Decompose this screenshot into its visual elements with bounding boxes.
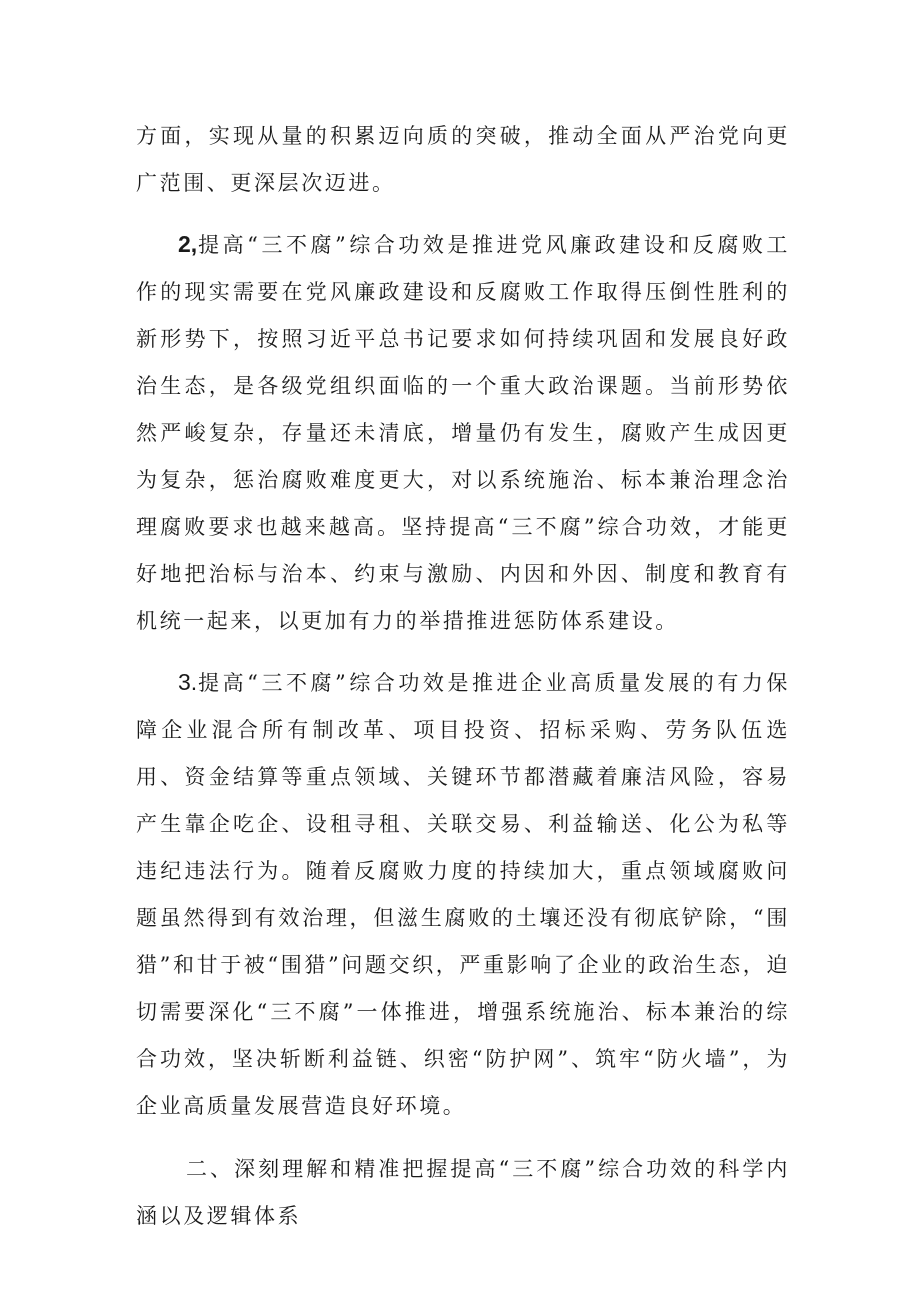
- document-page: [136, 113, 790, 1240]
- paragraph-text: 提高“三不腐”综合功效是推进党风廉政建设和反腐败工作的现实需要在党风廉政建设和反腐败工作取得压倒性胜利的新形势下，按照习近平总书记要求如何持续巩固和发展良好政治生态，是各级党组织面临的一个重大政治课题。当前形势依然严峻复杂，存量还未清底，增量仍有发生，腐败产生成因更为复杂，惩治腐败难度更大，对以系统施治、标本兼治理念治理腐败要求也越来越高。坚持提高“三不腐”综合功效，才能更好地把治标与治本、约束与激励、内因和外因、制度和教育有机统一起来，以更加有力的举措推进惩防体系建设。: [136, 233, 790, 633]
- paragraph-number: 3.: [178, 669, 198, 695]
- section-heading: [136, 1146, 790, 1240]
- paragraph-point-3: [136, 659, 790, 1130]
- paragraph-text: 提高“三不腐”综合功效是推进企业高质量发展的有力保障企业混合所有制改革、项目投资、招标采购、劳务队伍选用、资金结算等重点领域、关键环节都潜藏着廉洁风险，容易产生靠企吃企、设租寻租、关联交易、利益输送、化公为私等违纪违法行为。随着反腐败力度的持续加大，重点领域腐败问题虽然得到有效治理，但滋生腐败的土壤还没有彻底铲除，“围猎”和甘于被“围猎”问题交织，严重影响了企业的政治生态，迫切需要深化“三不腐”一体推进，增强系统施治、标本兼治的综合功效，坚决斩断利益链、织密“防护网”、筑牢“防火墙”，为企业高质量发展营造良好环境。: [136, 671, 790, 1118]
- paragraph-point-2: [136, 221, 790, 645]
- paragraph-continuation: [136, 113, 790, 207]
- section-heading-text: 二、深刻理解和精准把握提高“三不腐”综合功效的科学内涵以及逻辑体系: [136, 1157, 790, 1228]
- paragraph-text: 方面，实现从量的积累迈向质的突破，推动全面从严治党向更广范围、更深层次迈进。: [136, 124, 790, 195]
- paragraph-number: 2,: [178, 231, 198, 257]
